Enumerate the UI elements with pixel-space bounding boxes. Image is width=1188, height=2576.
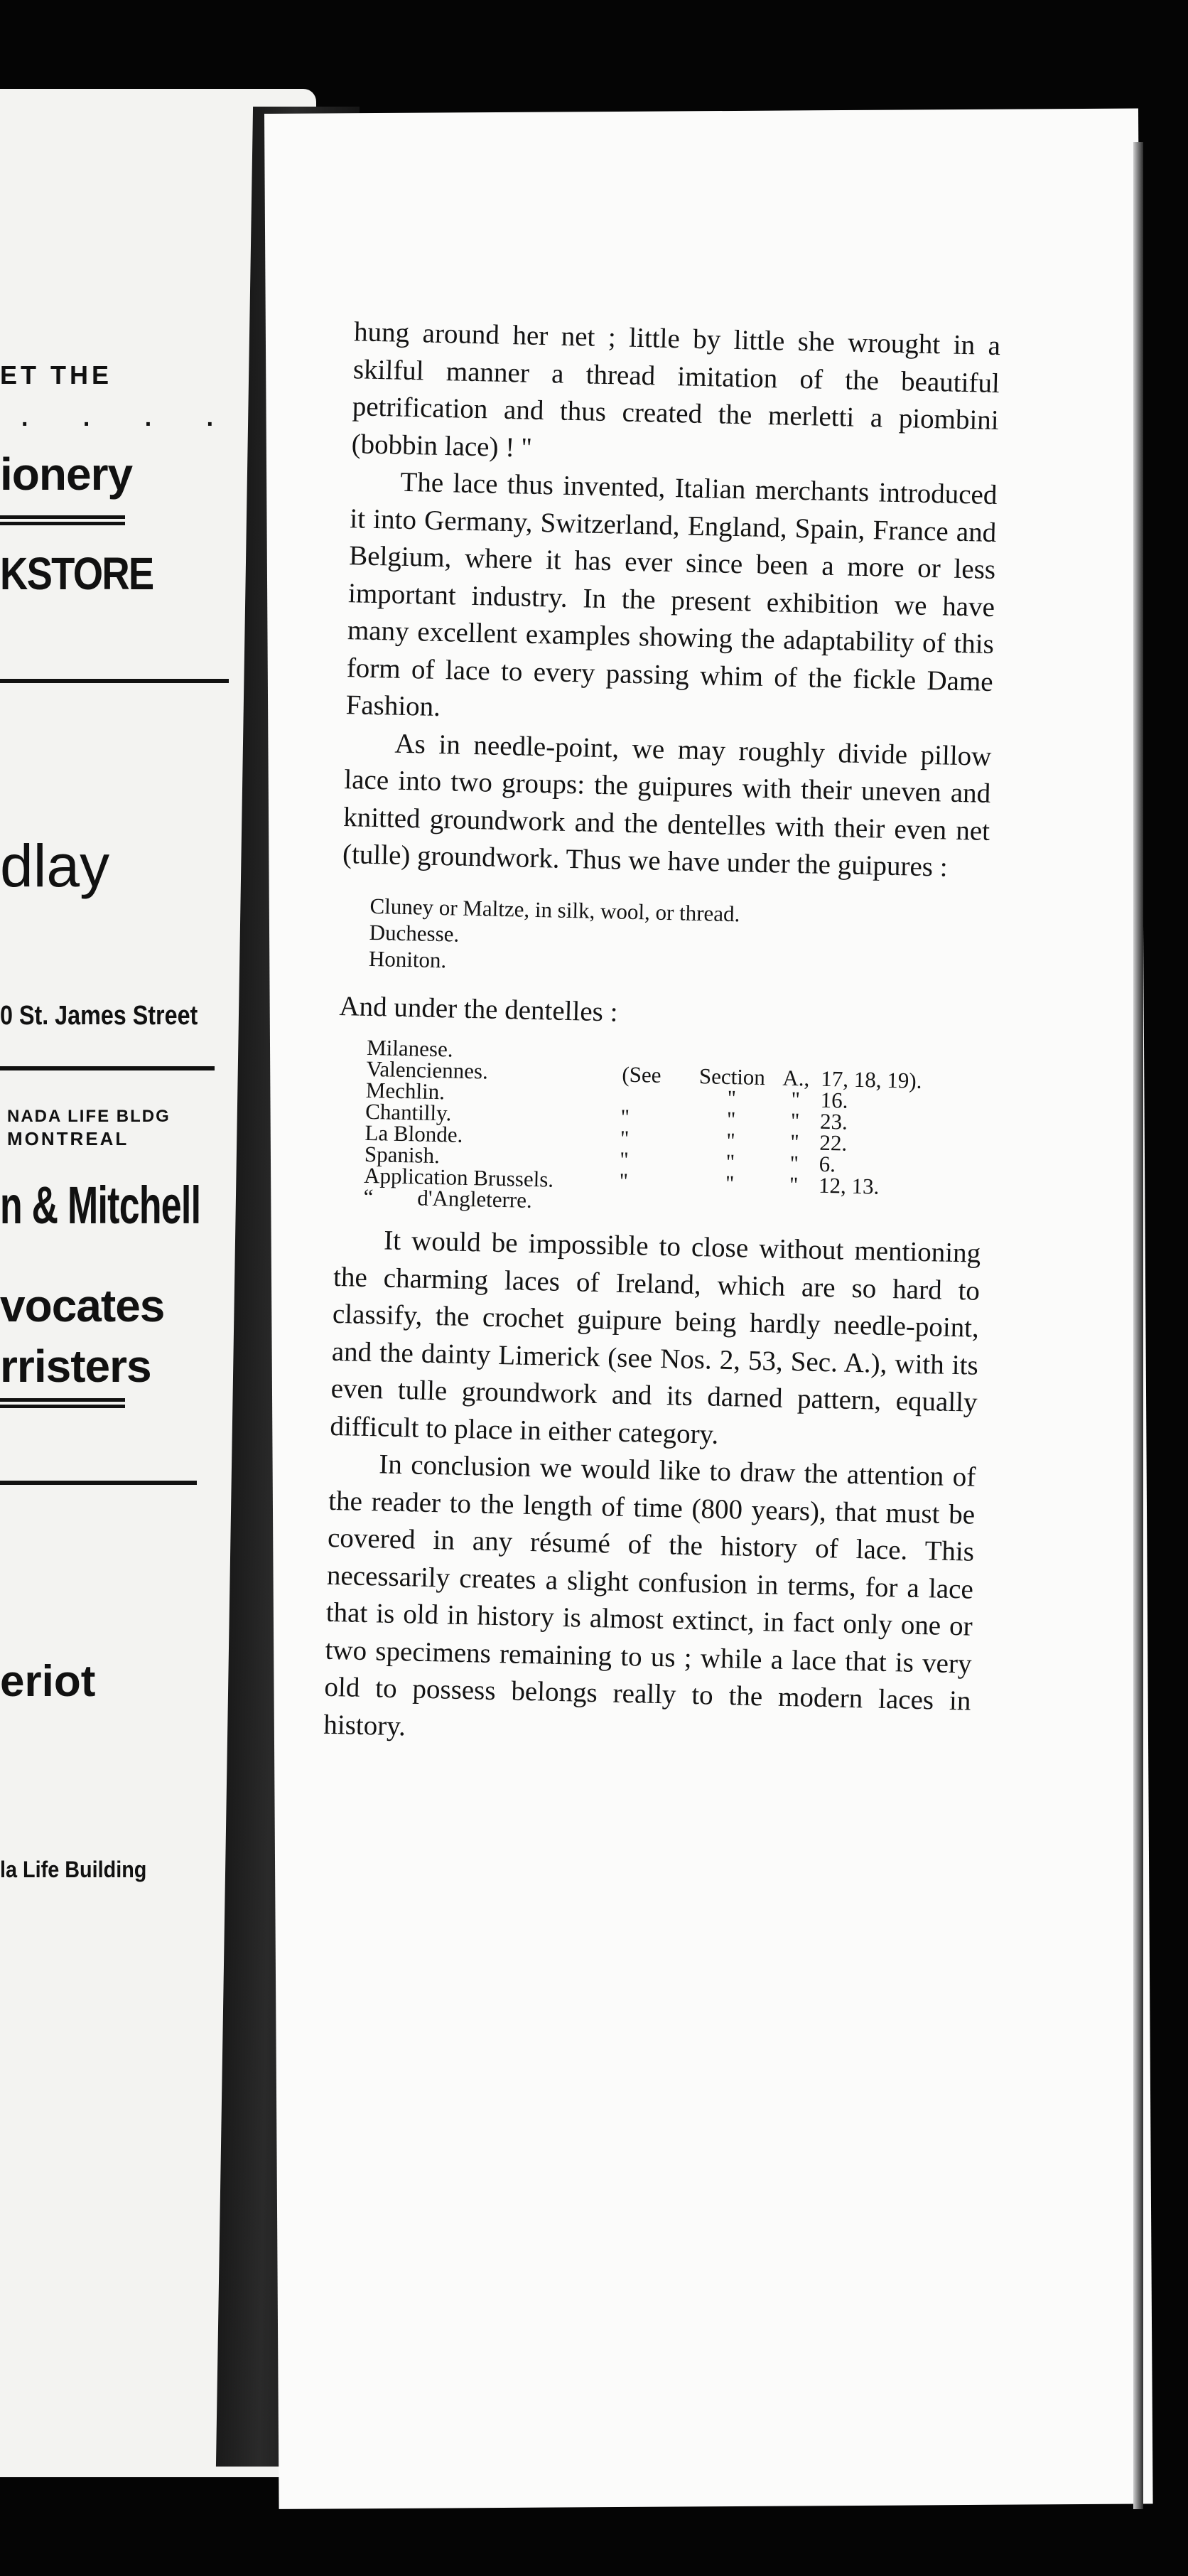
ad-line-city: MONTREAL bbox=[7, 1128, 129, 1149]
item-numbers: 12, 13. bbox=[818, 1172, 880, 1199]
item-numbers: 16. bbox=[820, 1087, 848, 1113]
lace-name: Chantilly. bbox=[364, 1098, 452, 1126]
guipures-list bbox=[369, 892, 988, 984]
ad-separator-rule bbox=[0, 1481, 197, 1485]
ad-line-barristers: rristers bbox=[0, 1341, 151, 1392]
lace-name: Valenciennes. bbox=[366, 1056, 489, 1084]
section-marker: '' bbox=[727, 1085, 736, 1111]
list-item: Duchesse. bbox=[369, 919, 460, 947]
lace-name: Spanish. bbox=[364, 1141, 441, 1169]
section-letter bbox=[768, 1195, 819, 1218]
lace-name: La Blonde. bbox=[364, 1120, 463, 1147]
ad-separator-rule bbox=[0, 1066, 215, 1070]
item-numbers: 17, 18, 19). bbox=[821, 1066, 922, 1093]
section-marker: Section bbox=[698, 1063, 766, 1090]
ad-line-bookstore: KSTORE bbox=[0, 548, 153, 599]
paragraph-lace-spread: The lace thus invented, Italian merchants introduced it into Germany, Switzerland, England, Spain, France and Belgium, where it has ever since been a more or less important industry. In the present exhibition we have many excellent examples showing the adaptability of this form of lace to every passing whim of the fickle Dame Fashion. bbox=[345, 466, 998, 723]
paragraph-conclusion: In conclusion we would like to draw the attention of the reader to the length of time (800 years), that must be covered in any résumé of the history of lace. This necessarily creates a slight confusion in terms, for a lace that is old in history is almost extinct, in fact only one or two specimens remaining to us ; while a lace that is very old to possess belongs really to the modern laces in history. bbox=[323, 1449, 976, 1742]
paragraph-bobbin-lace-origin: hung around her net ; little by little she wrought in a skilful manner a thread imitation of the beautiful petrification and thus created the merletti a piombini (bobbin lace) ! '' bbox=[351, 316, 1001, 463]
section-marker: '' bbox=[726, 1127, 735, 1154]
lace-name: Milanese. bbox=[366, 1034, 453, 1062]
paragraph-lace-groups: As in needle-point, we may roughly divide pillow lace into two groups: the guipures with their uneven and knitted groundwork and the dentelles with their even net (tulle) groundwork. Thus we have under the guipures : bbox=[342, 728, 992, 883]
lace-name: Mechlin. bbox=[365, 1077, 446, 1105]
item-numbers: 23. bbox=[819, 1108, 848, 1134]
section-letter: A., bbox=[782, 1065, 810, 1091]
section-letter: '' bbox=[791, 1086, 800, 1112]
see-marker bbox=[619, 1192, 691, 1215]
see-marker: '' bbox=[620, 1125, 630, 1151]
ad-double-rule bbox=[0, 515, 125, 525]
ad-separator-rule bbox=[0, 679, 229, 683]
section-letter: '' bbox=[791, 1107, 800, 1134]
ad-line-address: 0 St. James Street bbox=[0, 1001, 198, 1031]
section-marker bbox=[690, 1193, 769, 1216]
ad-line-dots: . . . . bbox=[21, 404, 238, 431]
ad-line-heriot: eriot bbox=[0, 1657, 96, 1706]
list-item: Honiton. bbox=[368, 945, 447, 972]
dentelles-table bbox=[363, 1034, 963, 1220]
ad-line-building: NADA LIFE BLDG bbox=[7, 1107, 171, 1126]
section-marker: '' bbox=[725, 1170, 735, 1196]
article-body bbox=[323, 313, 1001, 1757]
right-page bbox=[264, 108, 1153, 2508]
section-letter: '' bbox=[789, 1171, 799, 1198]
ad-double-rule bbox=[0, 1398, 125, 1408]
lace-name: Application Brussels. bbox=[363, 1162, 554, 1192]
section-letter: '' bbox=[790, 1129, 799, 1155]
dentelles-label: And under the dentelles : bbox=[339, 990, 618, 1028]
see-marker: '' bbox=[620, 1104, 630, 1129]
ad-line-life-building: la Life Building bbox=[0, 1857, 147, 1882]
lace-name: “ d'Angleterre. bbox=[363, 1184, 533, 1213]
see-marker: (See bbox=[622, 1061, 662, 1088]
list-item: Cluney or Maltze, in silk, wool, or thread. bbox=[369, 893, 740, 926]
item-numbers: 6. bbox=[819, 1151, 836, 1177]
section-marker: '' bbox=[725, 1149, 735, 1175]
paragraph-irish-laces: It would be impossible to close without mentioning the charming laces of Ireland, which are so hard to classify, the crochet guipure being hardly needle-point, and the dainty Limerick (see Nos. 2, 53, Sec. A.), with its even tulle groundwork and its darned pattern, equally difficult to place in either category. bbox=[330, 1225, 981, 1450]
ad-line-findlay: dlay bbox=[0, 832, 110, 899]
ad-line-advocates: vocates bbox=[0, 1280, 165, 1331]
ad-line-firm-name: n & Mitchell bbox=[0, 1176, 201, 1235]
see-marker bbox=[621, 1085, 693, 1108]
item-numbers: 22. bbox=[819, 1129, 848, 1156]
section-letter: '' bbox=[789, 1150, 799, 1176]
see-marker: '' bbox=[619, 1168, 628, 1193]
ad-line-stationery: ionery bbox=[0, 449, 133, 500]
item-numbers bbox=[818, 1196, 961, 1220]
section-marker: '' bbox=[727, 1106, 736, 1132]
ad-line-get-the: ET THE bbox=[0, 360, 113, 390]
page-edge bbox=[1133, 142, 1143, 2509]
see-marker: '' bbox=[620, 1147, 629, 1172]
